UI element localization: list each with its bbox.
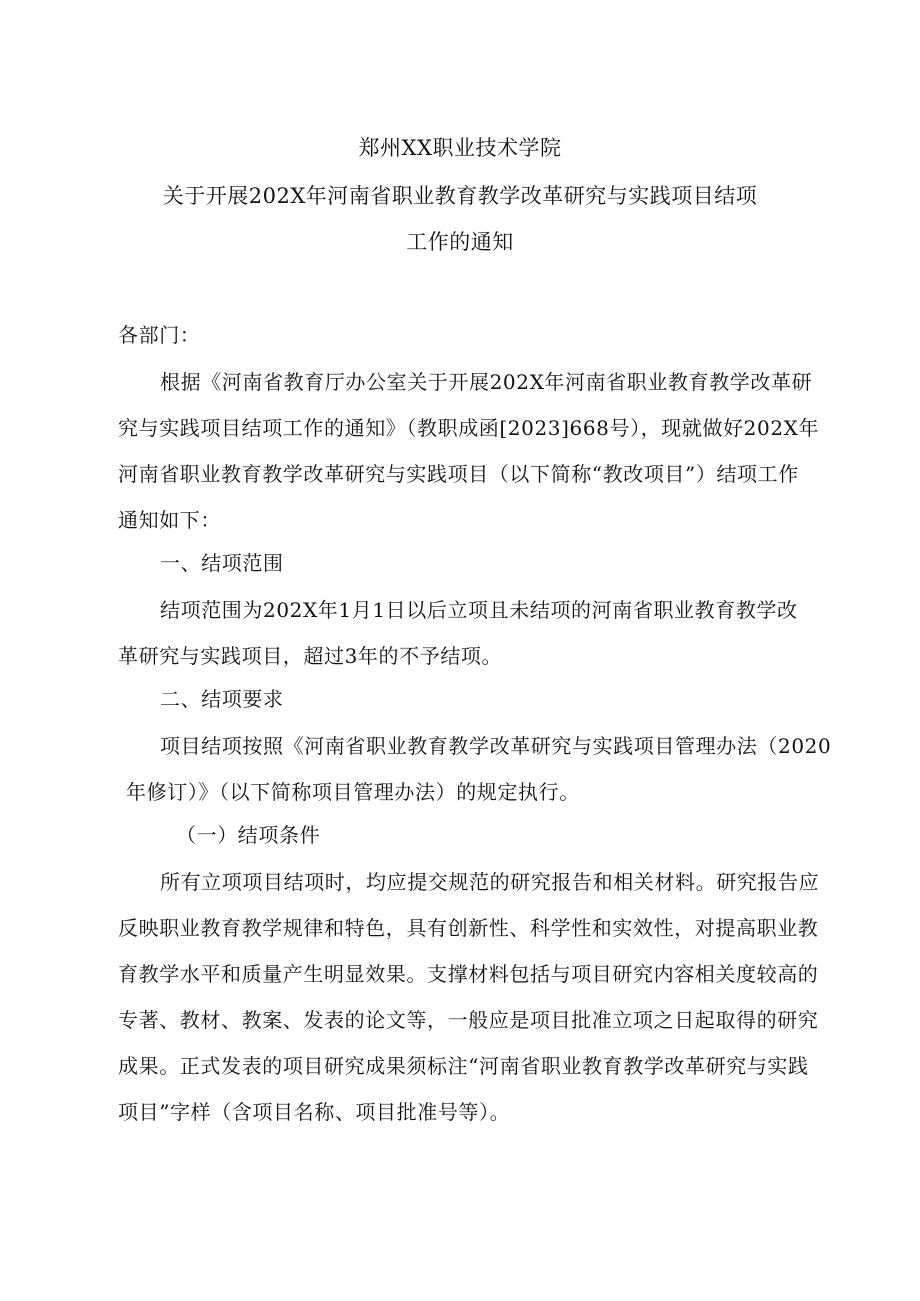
document-title-line-2: 关于开展202X年河南省职业教育教学改革研究与实践项目结项 xyxy=(162,184,758,208)
scope-line: 革研究与实践项目，超过3年的不予结项。 xyxy=(118,644,503,668)
intro-line: 河南省职业教育教学改革研究与实践项目（以下简称“教改项目”）结项工作 xyxy=(118,462,799,486)
conditions-line: 成果。正式发表的项目研究成果须标注“河南省职业教育教学改革研究与实践 xyxy=(118,1054,809,1078)
document-title-line-1: 郑州XX职业技术学院 xyxy=(358,136,562,160)
requirements-line: 项目结项按照《河南省职业教育教学改革研究与实践项目管理办法（2020 xyxy=(160,734,832,758)
intro-line: 根据《河南省教育厅办公室关于开展202X年河南省职业教育教学改革研 xyxy=(160,370,813,394)
subsection-heading-conditions: （一）结项条件 xyxy=(176,823,321,847)
section-heading-scope: 一、结项范围 xyxy=(160,551,284,575)
conditions-line: 反映职业教育教学规律和特色，具有创新性、科学性和实效性，对提高职业教 xyxy=(118,916,819,940)
scope-line: 结项范围为202X年1月1日以后立项且未结项的河南省职业教育教学改 xyxy=(160,598,798,622)
intro-line: 究与实践项目结项工作的通知》（教职成函[2023]668号），现就做好202X年 xyxy=(118,416,820,440)
document-title-line-3: 工作的通知 xyxy=(406,230,514,254)
conditions-line: 项目”字样（含项目名称、项目批准号等）。 xyxy=(118,1100,511,1124)
conditions-line: 专著、教材、教案、发表的论文等，一般应是项目批准立项之日起取得的研究 xyxy=(118,1008,819,1032)
intro-line: 通知如下： xyxy=(118,508,221,532)
conditions-line: 育教学水平和质量产生明显效果。支撑材料包括与项目研究内容相关度较高的 xyxy=(118,962,819,986)
section-heading-requirements: 二、结项要求 xyxy=(160,687,284,711)
requirements-line: 年修订）》（以下简称项目管理办法）的规定执行。 xyxy=(126,780,580,804)
conditions-line: 所有立项项目结项时，均应提交规范的研究报告和相关材料。研究报告应 xyxy=(160,870,820,894)
salutation: 各部门： xyxy=(118,323,201,347)
